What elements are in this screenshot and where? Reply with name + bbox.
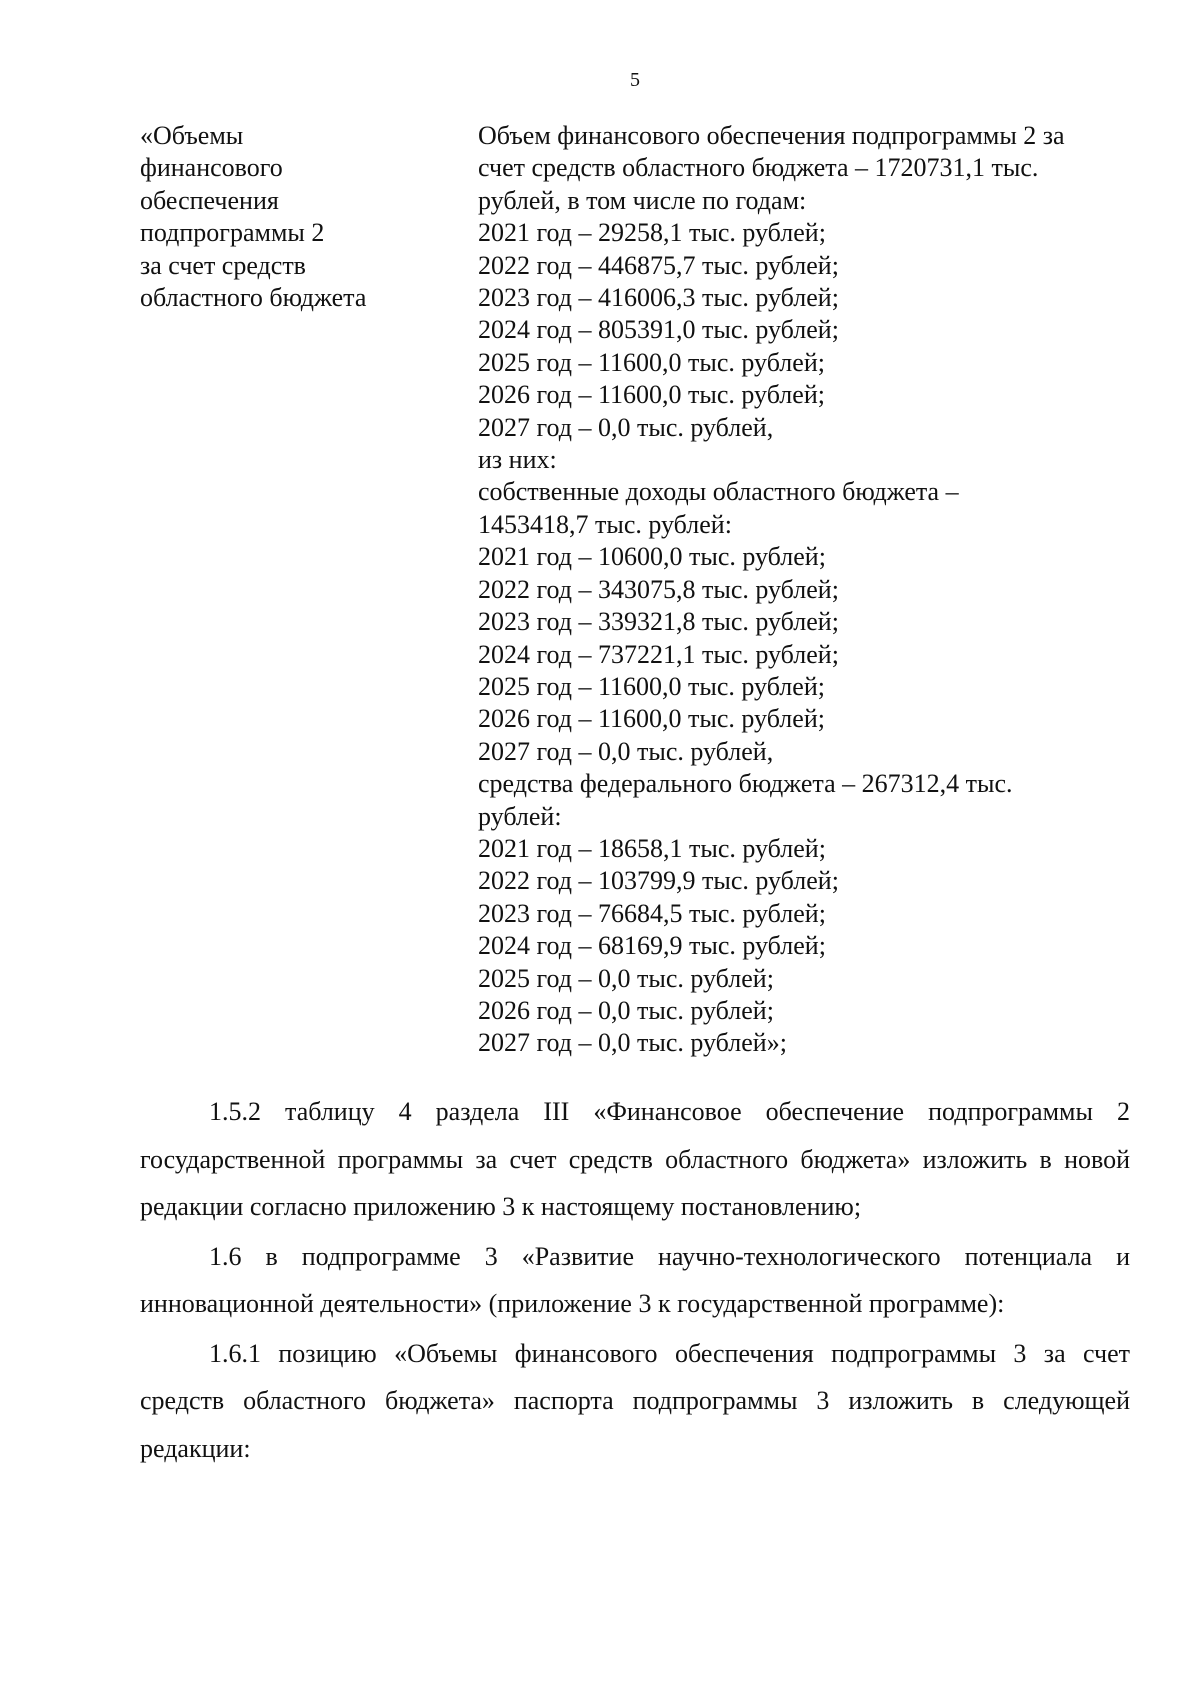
passport-value-line: рублей: (478, 801, 562, 831)
paragraph: 1.6.1 позицию «Объемы финансового обеспечения подпрограммы 3 за счет средств областного бюджета» паспорта подпрограммы 3 изложить в следующей редакции: (140, 1338, 1130, 1463)
passport-value-line: 2023 год – 416006,3 тыс. рублей; (478, 283, 839, 313)
passport-value-line: 2021 год – 18658,1 тыс. рублей; (478, 833, 826, 863)
passport-label-line: подпрограммы 2 (140, 218, 325, 248)
body-text (140, 1088, 1130, 1474)
passport-value-line: собственные доходы областного бюджета – (478, 477, 959, 507)
passport-value-line: 2024 год – 805391,0 тыс. рублей; (478, 315, 839, 345)
passport-value-line: 2025 год – 11600,0 тыс. рублей; (478, 671, 825, 701)
passport-values-column (478, 120, 1138, 1060)
paragraph: 1.6 в подпрограмме 3 «Развитие научно-технологического потенциала и инновационной деятельности» (приложение 3 к государственной программе): (140, 1241, 1130, 1318)
passport-value-line: 2021 год – 29258,1 тыс. рублей; (478, 218, 826, 248)
passport-value-line: из них: (478, 445, 557, 475)
passport-value-line: рублей, в том числе по годам: (478, 185, 807, 215)
passport-value-line: 2022 год – 343075,8 тыс. рублей; (478, 574, 839, 604)
passport-value-line: 2023 год – 339321,8 тыс. рублей; (478, 607, 839, 637)
passport-value-line: 2024 год – 68169,9 тыс. рублей; (478, 931, 826, 961)
paragraph: 1.5.2 таблицу 4 раздела III «Финансовое обеспечение подпрограммы 2 государственной программы за счет средств областного бюджета» изложить в новой редакции согласно приложению 3 к настоящему постановлению; (140, 1097, 1130, 1221)
passport-value-line: Объем финансового обеспечения подпрограммы 2 за (478, 121, 1065, 150)
passport-label-line: областного бюджета (140, 283, 367, 313)
passport-value-line: 2027 год – 0,0 тыс. рублей, (478, 736, 774, 766)
passport-value-line: 2024 год – 737221,1 тыс. рублей; (478, 639, 839, 669)
passport-value-line: 2027 год – 0,0 тыс. рублей»; (478, 1028, 787, 1058)
passport-value-line: 2021 год – 10600,0 тыс. рублей; (478, 542, 826, 572)
passport-value-line: 2025 год – 0,0 тыс. рублей; (478, 963, 774, 993)
passport-label-line: финансового (140, 153, 283, 183)
passport-value-line: 2026 год – 11600,0 тыс. рублей; (478, 380, 825, 410)
passport-value-line: 2025 год – 11600,0 тыс. рублей; (478, 347, 825, 377)
passport-value-line: 2027 год – 0,0 тыс. рублей, (478, 412, 774, 442)
passport-value-line: 2022 год – 103799,9 тыс. рублей; (478, 866, 839, 896)
passport-label-line: за счет средств (140, 250, 306, 280)
passport-value-line: 1453418,7 тыс. рублей: (478, 509, 732, 539)
passport-value-line: средства федерального бюджета – 267312,4 тыс. (478, 769, 1013, 799)
passport-label-column (140, 120, 460, 314)
page-number: 5 (630, 69, 640, 91)
passport-label-line: «Объемы (140, 121, 244, 150)
passport-value-line: 2022 год – 446875,7 тыс. рублей; (478, 250, 839, 280)
passport-value-line: 2023 год – 76684,5 тыс. рублей; (478, 898, 826, 928)
passport-value-line: счет средств областного бюджета – 1720731,1 тыс. (478, 153, 1039, 183)
passport-value-line: 2026 год – 11600,0 тыс. рублей; (478, 704, 825, 734)
passport-value-line: 2026 год – 0,0 тыс. рублей; (478, 995, 774, 1025)
passport-label-line: обеспечения (140, 185, 279, 215)
